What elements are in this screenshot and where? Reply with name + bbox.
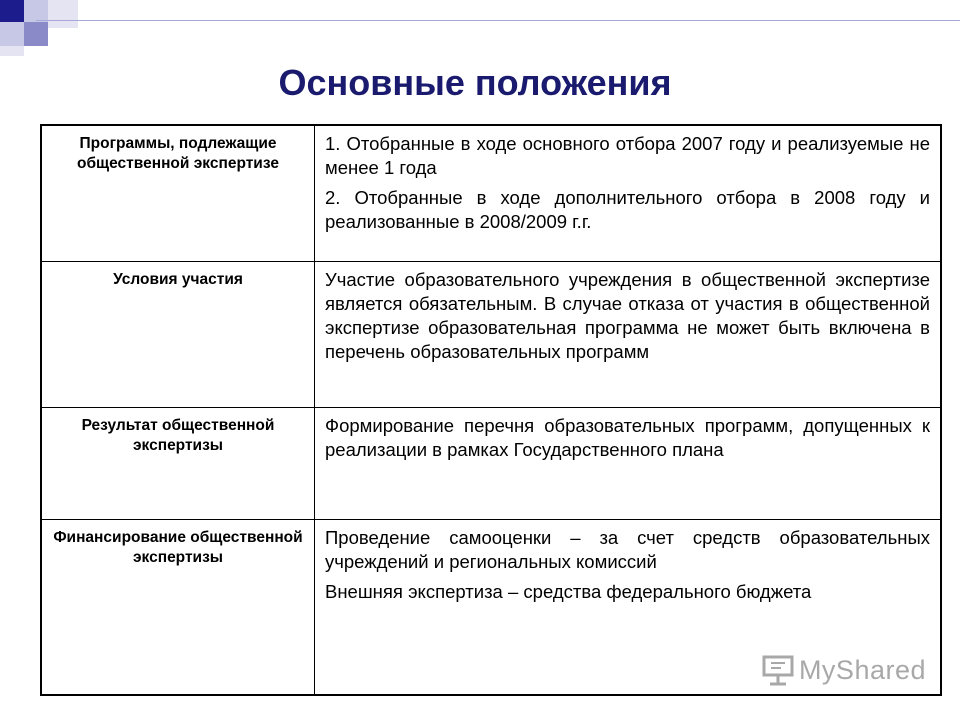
- table-row: [41, 407, 941, 519]
- decor-square: [48, 0, 78, 28]
- row-content: [315, 261, 942, 407]
- watermark-text: MyShared: [798, 654, 926, 685]
- slide-title: Основные положения: [278, 62, 672, 103]
- paragraph: Участие образовательного учреждения в общественной экспертизе является обязательным. В случае отказа от участия в общественной экспертизе образовательная программа не может быть включена в перечень образовательных программ: [325, 268, 930, 362]
- row-label: Результат общественной экспертизы: [41, 407, 315, 519]
- row-label: Условия участия: [41, 261, 315, 407]
- paragraph: 1. Отобранные в ходе основного отбора 2007 году и реализуемые не менее 1 года: [325, 133, 930, 178]
- row-content: [315, 407, 942, 519]
- provisions-table: [40, 124, 942, 696]
- decor-square: [24, 0, 48, 22]
- row-content: [315, 125, 942, 261]
- watermark: [761, 654, 926, 686]
- paragraph: Формирование перечня образовательных программ, допущенных к реализации в рамках Государственного плана: [325, 414, 930, 460]
- paragraph: Внешняя экспертиза – средства федерального бюджета: [325, 580, 812, 602]
- table-row: [41, 125, 941, 261]
- paragraph: 2. Отобранные в ходе дополнительного отбора в 2008 году и реализованные в 2008/2009 г.г.: [325, 187, 930, 232]
- table-row: [41, 261, 941, 407]
- row-label: Программы, подлежащие общественной экспертизе: [41, 125, 315, 261]
- decor-square: [24, 22, 48, 46]
- decor-square: [0, 22, 24, 46]
- decor-square: [0, 0, 24, 22]
- row-label: Финансирование общественной экспертизы: [41, 519, 315, 695]
- decor-square: [0, 46, 24, 56]
- header-rule: [36, 20, 960, 21]
- presentation-board-icon: [761, 654, 795, 686]
- paragraph: Проведение самооценки – за счет средств образовательных учреждений и региональных комиссий: [325, 526, 930, 572]
